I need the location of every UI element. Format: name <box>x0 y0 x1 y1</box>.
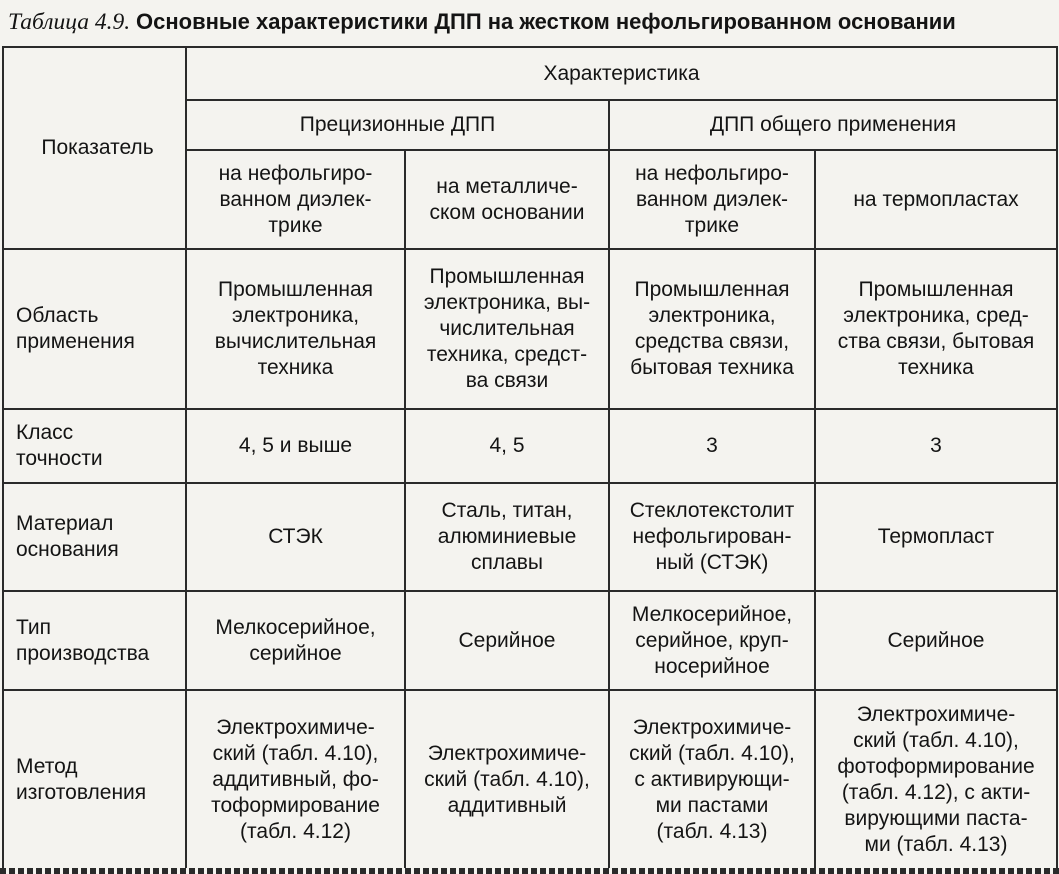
table-cell: Промышленная электроника, вычислительная техника <box>186 249 405 409</box>
table-caption <box>8 6 1053 38</box>
table-cell: СТЭК <box>186 483 405 591</box>
table-cell: Стеклотекстолит нефольгирован- ный (СТЭК) <box>609 483 815 591</box>
table-cell: Электрохимиче- ский (табл. 4.10), аддитивный <box>405 690 609 870</box>
table-row <box>3 483 1057 591</box>
caption-title: Основные характеристики ДПП на жестком нефольгированном основании <box>136 9 956 34</box>
subcolumn-header-2: на металличе- ском основании <box>405 150 609 249</box>
table-row <box>3 690 1057 870</box>
table-cell: Промышленная электроника, вы- числительная техника, средст- ва связи <box>405 249 609 409</box>
page-bottom-edge <box>0 868 1059 874</box>
indicator-header-cell <box>3 47 186 249</box>
row-label-application: Область применения <box>3 249 186 409</box>
table-cell: Серийное <box>815 591 1057 690</box>
table-row <box>3 409 1057 483</box>
table-cell: 3 <box>815 409 1057 483</box>
subcolumn-header-1: на нефольгиро- ванном диэлек- трике <box>186 150 405 249</box>
table-cell: 4, 5 и выше <box>186 409 405 483</box>
table-cell: Мелкосерийное, серийное <box>186 591 405 690</box>
row-label-manufacturing-method: Метод изготовления <box>3 690 186 870</box>
table-cell: Термопласт <box>815 483 1057 591</box>
table-row <box>3 249 1057 409</box>
table-cell: 4, 5 <box>405 409 609 483</box>
table-cell: Электрохимиче- ский (табл. 4.10), аддитивный, фо- тоформирование (табл. 4.12) <box>186 690 405 870</box>
characteristic-header-cell <box>186 47 1057 100</box>
table-cell: Электрохимиче- ский (табл. 4.10), с активирующи- ми пастами (табл. 4.13) <box>609 690 815 870</box>
table-cell: Промышленная электроника, сред- ства связи, бытовая техника <box>815 249 1057 409</box>
table-cell: Промышленная электроника, средства связи, бытовая техника <box>609 249 815 409</box>
indicator-header: Показатель <box>41 136 154 159</box>
group-header-precision: Прецизионные ДПП <box>186 100 609 150</box>
characteristics-table <box>2 46 1058 871</box>
table-cell: Электрохимиче- ский (табл. 4.10), фотоформирование (табл. 4.12), с акти- вирующими паста- ми (табл. 4.13) <box>815 690 1057 870</box>
subcolumn-header-4: на термопластах <box>815 150 1057 249</box>
caption-label: Таблица 4.9. <box>8 9 131 35</box>
characteristic-header: Характеристика <box>543 61 700 85</box>
row-label-base-material: Материал основания <box>3 483 186 591</box>
header-row-1 <box>3 47 1057 100</box>
table-cell: Мелкосерийное, серийное, круп- носерийное <box>609 591 815 690</box>
table-cell: 3 <box>609 409 815 483</box>
table-cell: Серийное <box>405 591 609 690</box>
subcolumn-header-3: на нефольгиро- ванном диэлек- трике <box>609 150 815 249</box>
table-row <box>3 591 1057 690</box>
table-cell: Сталь, титан, алюминиевые сплавы <box>405 483 609 591</box>
row-label-production-type: Тип производства <box>3 591 186 690</box>
row-label-accuracy: Класс точности <box>3 409 186 483</box>
group-header-general: ДПП общего применения <box>609 100 1057 150</box>
